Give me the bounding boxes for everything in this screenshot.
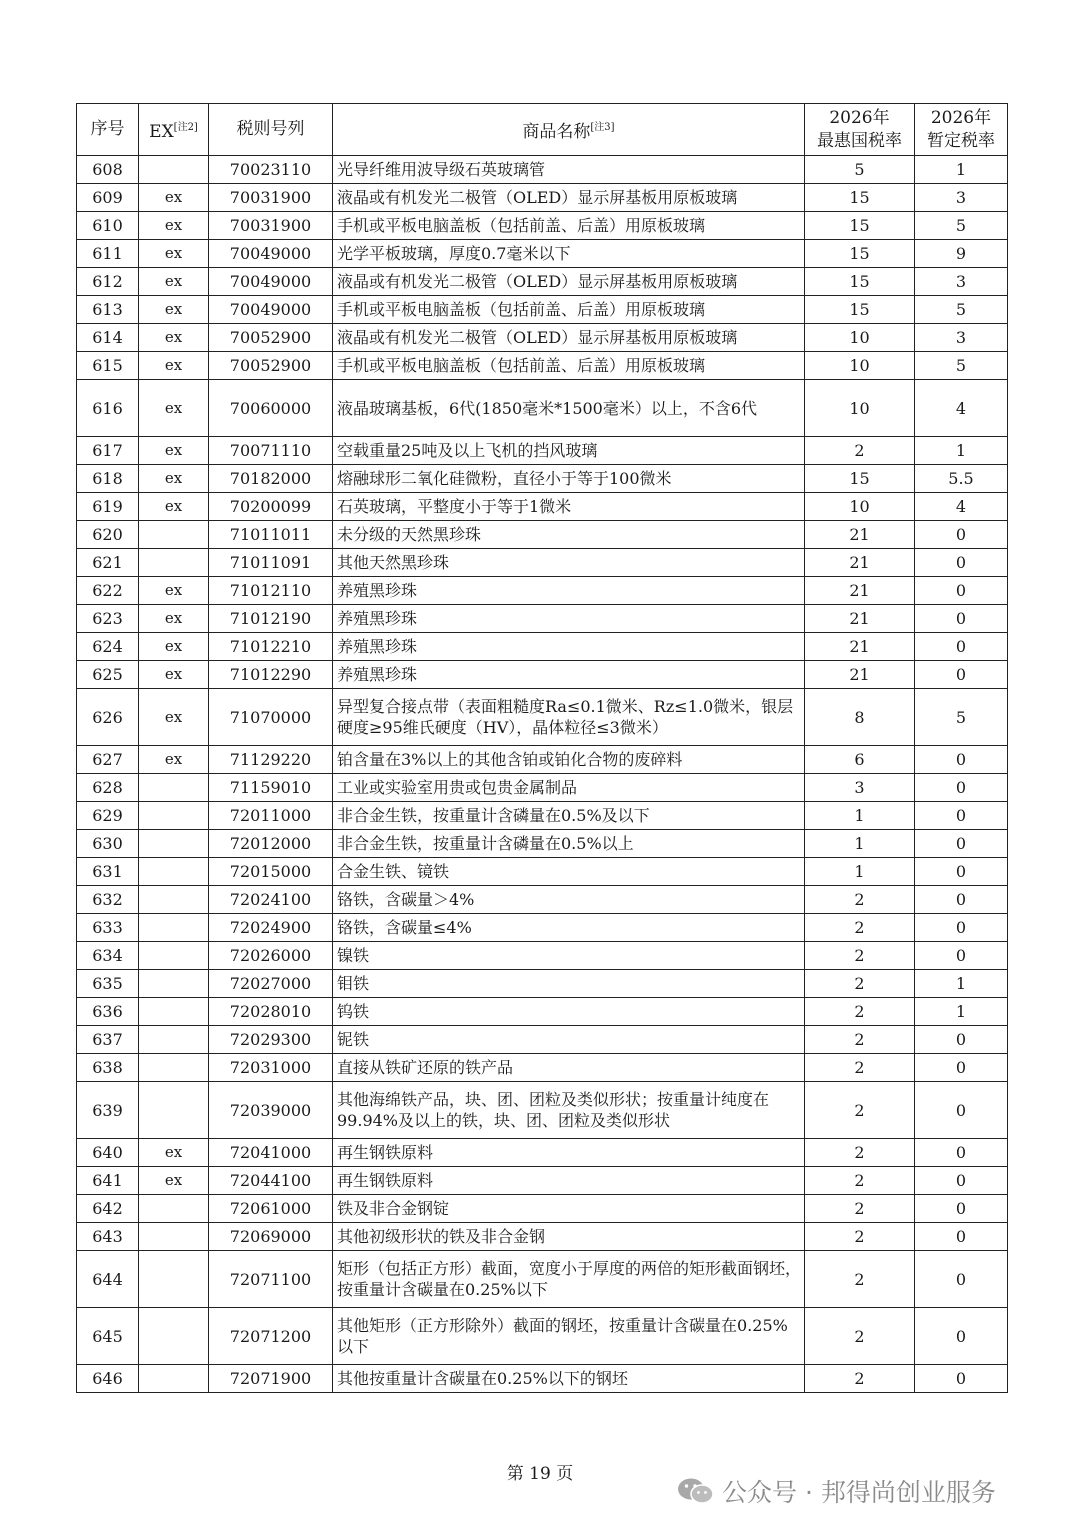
table-row bbox=[77, 352, 1008, 380]
cell-provisional-rate: 1 bbox=[915, 156, 1008, 184]
cell-mfn-rate: 2 bbox=[805, 914, 915, 942]
cell-provisional-rate: 5 bbox=[915, 352, 1008, 380]
cell-provisional-rate: 0 bbox=[915, 1054, 1008, 1082]
table-row bbox=[77, 1026, 1008, 1054]
table-row bbox=[77, 268, 1008, 296]
table-row bbox=[77, 1365, 1008, 1393]
cell-tariff-code: 70031900 bbox=[209, 184, 333, 212]
cell-ex: ex bbox=[139, 465, 209, 493]
header-name: 商品名称[注3] bbox=[333, 104, 805, 156]
header-name-note: [注3] bbox=[590, 121, 615, 133]
cell-seq: 645 bbox=[77, 1308, 139, 1365]
cell-tariff-code: 70031900 bbox=[209, 212, 333, 240]
cell-product-name: 光学平板玻璃，厚度0.7毫米以下 bbox=[333, 240, 805, 268]
cell-mfn-rate: 2 bbox=[805, 1195, 915, 1223]
cell-mfn-rate: 10 bbox=[805, 493, 915, 521]
cell-seq: 630 bbox=[77, 830, 139, 858]
cell-ex bbox=[139, 1365, 209, 1393]
table-row bbox=[77, 1054, 1008, 1082]
cell-mfn-rate: 2 bbox=[805, 970, 915, 998]
cell-tariff-code: 70060000 bbox=[209, 380, 333, 437]
cell-product-name: 其他初级形状的铁及非合金钢 bbox=[333, 1223, 805, 1251]
table-row bbox=[77, 324, 1008, 352]
cell-ex: ex bbox=[139, 380, 209, 437]
cell-mfn-rate: 21 bbox=[805, 633, 915, 661]
table-row bbox=[77, 998, 1008, 1026]
cell-seq: 636 bbox=[77, 998, 139, 1026]
cell-product-name: 未分级的天然黑珍珠 bbox=[333, 521, 805, 549]
cell-seq: 633 bbox=[77, 914, 139, 942]
cell-ex: ex bbox=[139, 184, 209, 212]
cell-provisional-rate: 0 bbox=[915, 605, 1008, 633]
cell-seq: 646 bbox=[77, 1365, 139, 1393]
cell-mfn-rate: 6 bbox=[805, 746, 915, 774]
cell-provisional-rate: 0 bbox=[915, 1026, 1008, 1054]
cell-provisional-rate: 0 bbox=[915, 1251, 1008, 1308]
cell-ex: ex bbox=[139, 212, 209, 240]
cell-ex bbox=[139, 1054, 209, 1082]
cell-product-name: 钼铁 bbox=[333, 970, 805, 998]
cell-seq: 638 bbox=[77, 1054, 139, 1082]
cell-product-name: 铂含量在3%以上的其他含铂或铂化合物的废碎料 bbox=[333, 746, 805, 774]
cell-tariff-code: 70200099 bbox=[209, 493, 333, 521]
cell-provisional-rate: 5 bbox=[915, 212, 1008, 240]
cell-tariff-code: 70052900 bbox=[209, 324, 333, 352]
cell-mfn-rate: 21 bbox=[805, 661, 915, 689]
cell-tariff-code: 72024900 bbox=[209, 914, 333, 942]
cell-mfn-rate: 15 bbox=[805, 212, 915, 240]
cell-provisional-rate: 0 bbox=[915, 1308, 1008, 1365]
cell-ex bbox=[139, 521, 209, 549]
cell-ex bbox=[139, 774, 209, 802]
cell-product-name: 光导纤维用波导级石英玻璃管 bbox=[333, 156, 805, 184]
cell-product-name: 铬铁，含碳量＞4% bbox=[333, 886, 805, 914]
cell-provisional-rate: 0 bbox=[915, 1167, 1008, 1195]
cell-product-name: 熔融球形二氧化硅微粉，直径小于等于100微米 bbox=[333, 465, 805, 493]
cell-seq: 632 bbox=[77, 886, 139, 914]
cell-product-name: 其他海绵铁产品，块、团、团粒及类似形状；按重量计纯度在99.94%及以上的铁，块、团、团粒及类似形状 bbox=[333, 1082, 805, 1139]
cell-mfn-rate: 2 bbox=[805, 1026, 915, 1054]
cell-provisional-rate: 0 bbox=[915, 1082, 1008, 1139]
cell-provisional-rate: 0 bbox=[915, 1139, 1008, 1167]
cell-product-name: 铁及非合金钢锭 bbox=[333, 1195, 805, 1223]
cell-provisional-rate: 5 bbox=[915, 689, 1008, 746]
cell-seq: 626 bbox=[77, 689, 139, 746]
cell-tariff-code: 72039000 bbox=[209, 1082, 333, 1139]
cell-mfn-rate: 10 bbox=[805, 352, 915, 380]
table-row bbox=[77, 746, 1008, 774]
cell-product-name: 工业或实验室用贵或包贵金属制品 bbox=[333, 774, 805, 802]
cell-seq: 644 bbox=[77, 1251, 139, 1308]
cell-product-name: 手机或平板电脑盖板（包括前盖、后盖）用原板玻璃 bbox=[333, 212, 805, 240]
cell-mfn-rate: 2 bbox=[805, 1308, 915, 1365]
cell-tariff-code: 72015000 bbox=[209, 858, 333, 886]
cell-product-name: 养殖黑珍珠 bbox=[333, 577, 805, 605]
cell-provisional-rate: 3 bbox=[915, 324, 1008, 352]
cell-ex: ex bbox=[139, 437, 209, 465]
cell-ex bbox=[139, 1223, 209, 1251]
cell-seq: 610 bbox=[77, 212, 139, 240]
cell-mfn-rate: 5 bbox=[805, 156, 915, 184]
cell-ex: ex bbox=[139, 324, 209, 352]
table-row bbox=[77, 1223, 1008, 1251]
cell-seq: 641 bbox=[77, 1167, 139, 1195]
cell-seq: 619 bbox=[77, 493, 139, 521]
cell-provisional-rate: 0 bbox=[915, 577, 1008, 605]
cell-provisional-rate: 3 bbox=[915, 184, 1008, 212]
cell-tariff-code: 72024100 bbox=[209, 886, 333, 914]
cell-seq: 616 bbox=[77, 380, 139, 437]
cell-provisional-rate: 0 bbox=[915, 633, 1008, 661]
cell-provisional-rate: 1 bbox=[915, 437, 1008, 465]
cell-seq: 611 bbox=[77, 240, 139, 268]
cell-provisional-rate: 4 bbox=[915, 493, 1008, 521]
wechat-icon bbox=[676, 1476, 716, 1506]
table-row bbox=[77, 886, 1008, 914]
cell-product-name: 液晶玻璃基板，6代(1850毫米*1500毫米）以上，不含6代 bbox=[333, 380, 805, 437]
cell-provisional-rate: 1 bbox=[915, 998, 1008, 1026]
cell-mfn-rate: 15 bbox=[805, 184, 915, 212]
cell-provisional-rate: 5 bbox=[915, 296, 1008, 324]
cell-mfn-rate: 2 bbox=[805, 1054, 915, 1082]
cell-ex: ex bbox=[139, 577, 209, 605]
cell-product-name: 再生钢铁原料 bbox=[333, 1167, 805, 1195]
cell-ex bbox=[139, 802, 209, 830]
cell-mfn-rate: 21 bbox=[805, 549, 915, 577]
cell-product-name: 石英玻璃，平整度小于等于1微米 bbox=[333, 493, 805, 521]
cell-provisional-rate: 0 bbox=[915, 521, 1008, 549]
cell-seq: 621 bbox=[77, 549, 139, 577]
cell-tariff-code: 71129220 bbox=[209, 746, 333, 774]
cell-provisional-rate: 9 bbox=[915, 240, 1008, 268]
cell-product-name: 矩形（包括正方形）截面，宽度小于厚度的两倍的矩形截面钢坯，按重量计含碳量在0.25%以下 bbox=[333, 1251, 805, 1308]
cell-ex bbox=[139, 858, 209, 886]
cell-ex: ex bbox=[139, 1139, 209, 1167]
cell-product-name: 铌铁 bbox=[333, 1026, 805, 1054]
cell-seq: 643 bbox=[77, 1223, 139, 1251]
cell-seq: 631 bbox=[77, 858, 139, 886]
cell-provisional-rate: 4 bbox=[915, 380, 1008, 437]
cell-ex: ex bbox=[139, 268, 209, 296]
cell-seq: 608 bbox=[77, 156, 139, 184]
cell-provisional-rate: 0 bbox=[915, 661, 1008, 689]
table-header-row bbox=[77, 104, 1008, 156]
cell-tariff-code: 70071110 bbox=[209, 437, 333, 465]
cell-tariff-code: 70049000 bbox=[209, 268, 333, 296]
table-row bbox=[77, 633, 1008, 661]
cell-seq: 622 bbox=[77, 577, 139, 605]
cell-tariff-code: 70023110 bbox=[209, 156, 333, 184]
cell-mfn-rate: 10 bbox=[805, 380, 915, 437]
cell-mfn-rate: 2 bbox=[805, 1139, 915, 1167]
watermark bbox=[676, 1473, 996, 1509]
cell-tariff-code: 72069000 bbox=[209, 1223, 333, 1251]
table-row bbox=[77, 1195, 1008, 1223]
cell-product-name: 空载重量25吨及以上飞机的挡风玻璃 bbox=[333, 437, 805, 465]
cell-ex bbox=[139, 886, 209, 914]
cell-product-name: 异型复合接点带（表面粗糙度Ra≤0.1微米、Rz≤1.0微米，银层硬度≥95维氏硬度（HV），晶体粒径≤3微米） bbox=[333, 689, 805, 746]
cell-seq: 623 bbox=[77, 605, 139, 633]
cell-ex bbox=[139, 156, 209, 184]
cell-tariff-code: 72071200 bbox=[209, 1308, 333, 1365]
cell-seq: 629 bbox=[77, 802, 139, 830]
cell-ex bbox=[139, 1251, 209, 1308]
cell-ex: ex bbox=[139, 633, 209, 661]
cell-mfn-rate: 2 bbox=[805, 1251, 915, 1308]
cell-tariff-code: 71012290 bbox=[209, 661, 333, 689]
cell-tariff-code: 71012110 bbox=[209, 577, 333, 605]
cell-product-name: 钨铁 bbox=[333, 998, 805, 1026]
cell-tariff-code: 70182000 bbox=[209, 465, 333, 493]
cell-seq: 609 bbox=[77, 184, 139, 212]
cell-ex bbox=[139, 998, 209, 1026]
cell-seq: 642 bbox=[77, 1195, 139, 1223]
cell-mfn-rate: 21 bbox=[805, 605, 915, 633]
table-row bbox=[77, 689, 1008, 746]
cell-product-name: 液晶或有机发光二极管（OLED）显示屏基板用原板玻璃 bbox=[333, 268, 805, 296]
cell-tariff-code: 70049000 bbox=[209, 240, 333, 268]
cell-tariff-code: 72041000 bbox=[209, 1139, 333, 1167]
table-row bbox=[77, 914, 1008, 942]
cell-seq: 618 bbox=[77, 465, 139, 493]
cell-tariff-code: 71012190 bbox=[209, 605, 333, 633]
table-row bbox=[77, 830, 1008, 858]
cell-provisional-rate: 0 bbox=[915, 549, 1008, 577]
table-row bbox=[77, 605, 1008, 633]
cell-product-name: 非合金生铁，按重量计含磷量在0.5%及以下 bbox=[333, 802, 805, 830]
table-row bbox=[77, 661, 1008, 689]
cell-mfn-rate: 10 bbox=[805, 324, 915, 352]
cell-provisional-rate: 0 bbox=[915, 802, 1008, 830]
cell-seq: 617 bbox=[77, 437, 139, 465]
cell-mfn-rate: 1 bbox=[805, 830, 915, 858]
cell-product-name: 再生钢铁原料 bbox=[333, 1139, 805, 1167]
cell-seq: 624 bbox=[77, 633, 139, 661]
page-number: 第 19 页 bbox=[506, 1464, 574, 1484]
cell-seq: 613 bbox=[77, 296, 139, 324]
cell-ex: ex bbox=[139, 296, 209, 324]
cell-provisional-rate: 0 bbox=[915, 746, 1008, 774]
table-row bbox=[77, 521, 1008, 549]
cell-tariff-code: 72029300 bbox=[209, 1026, 333, 1054]
table-row bbox=[77, 240, 1008, 268]
table-body bbox=[77, 156, 1008, 1393]
table-row bbox=[77, 465, 1008, 493]
header-ex: EX[注2] bbox=[139, 104, 209, 156]
cell-ex: ex bbox=[139, 352, 209, 380]
cell-seq: 635 bbox=[77, 970, 139, 998]
table-row bbox=[77, 858, 1008, 886]
cell-ex: ex bbox=[139, 689, 209, 746]
cell-tariff-code: 72028010 bbox=[209, 998, 333, 1026]
cell-ex bbox=[139, 1026, 209, 1054]
table-row bbox=[77, 1139, 1008, 1167]
cell-seq: 614 bbox=[77, 324, 139, 352]
cell-ex: ex bbox=[139, 240, 209, 268]
cell-provisional-rate: 0 bbox=[915, 914, 1008, 942]
cell-tariff-code: 71011091 bbox=[209, 549, 333, 577]
cell-ex bbox=[139, 830, 209, 858]
cell-tariff-code: 72071900 bbox=[209, 1365, 333, 1393]
cell-ex: ex bbox=[139, 661, 209, 689]
cell-mfn-rate: 3 bbox=[805, 774, 915, 802]
cell-product-name: 液晶或有机发光二极管（OLED）显示屏基板用原板玻璃 bbox=[333, 184, 805, 212]
cell-tariff-code: 71011011 bbox=[209, 521, 333, 549]
cell-ex bbox=[139, 942, 209, 970]
cell-mfn-rate: 15 bbox=[805, 240, 915, 268]
cell-tariff-code: 72044100 bbox=[209, 1167, 333, 1195]
cell-product-name: 直接从铁矿还原的铁产品 bbox=[333, 1054, 805, 1082]
cell-tariff-code: 72031000 bbox=[209, 1054, 333, 1082]
cell-provisional-rate: 3 bbox=[915, 268, 1008, 296]
header-ex-note: [注2] bbox=[173, 121, 198, 133]
cell-mfn-rate: 2 bbox=[805, 1082, 915, 1139]
cell-mfn-rate: 2 bbox=[805, 942, 915, 970]
cell-product-name: 合金生铁、镜铁 bbox=[333, 858, 805, 886]
cell-ex bbox=[139, 970, 209, 998]
cell-product-name: 镍铁 bbox=[333, 942, 805, 970]
cell-product-name: 其他矩形（正方形除外）截面的钢坯，按重量计含碳量在0.25%以下 bbox=[333, 1308, 805, 1365]
watermark-text: 公众号 · 邦得尚创业服务 bbox=[722, 1478, 996, 1507]
cell-provisional-rate: 0 bbox=[915, 774, 1008, 802]
cell-mfn-rate: 2 bbox=[805, 1365, 915, 1393]
cell-mfn-rate: 2 bbox=[805, 998, 915, 1026]
cell-provisional-rate: 1 bbox=[915, 970, 1008, 998]
cell-tariff-code: 71070000 bbox=[209, 689, 333, 746]
cell-tariff-code: 70052900 bbox=[209, 352, 333, 380]
table-row bbox=[77, 774, 1008, 802]
cell-product-name: 养殖黑珍珠 bbox=[333, 633, 805, 661]
cell-mfn-rate: 1 bbox=[805, 858, 915, 886]
cell-product-name: 养殖黑珍珠 bbox=[333, 605, 805, 633]
cell-ex bbox=[139, 1082, 209, 1139]
table-row bbox=[77, 212, 1008, 240]
cell-ex: ex bbox=[139, 1167, 209, 1195]
table-row bbox=[77, 493, 1008, 521]
table-row bbox=[77, 1082, 1008, 1139]
cell-tariff-code: 71012210 bbox=[209, 633, 333, 661]
cell-seq: 612 bbox=[77, 268, 139, 296]
cell-mfn-rate: 21 bbox=[805, 521, 915, 549]
cell-tariff-code: 72061000 bbox=[209, 1195, 333, 1223]
cell-product-name: 铬铁，含碳量≤4% bbox=[333, 914, 805, 942]
cell-ex: ex bbox=[139, 605, 209, 633]
table-row bbox=[77, 156, 1008, 184]
table-row bbox=[77, 296, 1008, 324]
cell-seq: 620 bbox=[77, 521, 139, 549]
cell-provisional-rate: 0 bbox=[915, 942, 1008, 970]
cell-ex: ex bbox=[139, 493, 209, 521]
header-seq: 序号 bbox=[77, 104, 139, 156]
cell-mfn-rate: 2 bbox=[805, 437, 915, 465]
table-row bbox=[77, 1251, 1008, 1308]
cell-ex bbox=[139, 1195, 209, 1223]
cell-seq: 627 bbox=[77, 746, 139, 774]
cell-seq: 628 bbox=[77, 774, 139, 802]
cell-product-name: 液晶或有机发光二极管（OLED）显示屏基板用原板玻璃 bbox=[333, 324, 805, 352]
cell-product-name: 手机或平板电脑盖板（包括前盖、后盖）用原板玻璃 bbox=[333, 296, 805, 324]
cell-tariff-code: 72026000 bbox=[209, 942, 333, 970]
cell-seq: 637 bbox=[77, 1026, 139, 1054]
tariff-table bbox=[76, 103, 1008, 1393]
cell-tariff-code: 72012000 bbox=[209, 830, 333, 858]
cell-mfn-rate: 1 bbox=[805, 802, 915, 830]
cell-seq: 625 bbox=[77, 661, 139, 689]
cell-provisional-rate: 0 bbox=[915, 858, 1008, 886]
table-row bbox=[77, 942, 1008, 970]
cell-seq: 634 bbox=[77, 942, 139, 970]
cell-tariff-code: 71159010 bbox=[209, 774, 333, 802]
header-provisional-rate: 2026年 暂定税率 bbox=[915, 104, 1008, 156]
table-row bbox=[77, 380, 1008, 437]
cell-provisional-rate: 0 bbox=[915, 1365, 1008, 1393]
cell-seq: 615 bbox=[77, 352, 139, 380]
header-mfn-rate: 2026年 最惠国税率 bbox=[805, 104, 915, 156]
cell-ex bbox=[139, 1308, 209, 1365]
cell-product-name: 手机或平板电脑盖板（包括前盖、后盖）用原板玻璃 bbox=[333, 352, 805, 380]
cell-mfn-rate: 15 bbox=[805, 465, 915, 493]
cell-mfn-rate: 2 bbox=[805, 1223, 915, 1251]
cell-tariff-code: 72071100 bbox=[209, 1251, 333, 1308]
cell-ex bbox=[139, 914, 209, 942]
header-code: 税则号列 bbox=[209, 104, 333, 156]
table-row bbox=[77, 577, 1008, 605]
cell-provisional-rate: 5.5 bbox=[915, 465, 1008, 493]
cell-mfn-rate: 2 bbox=[805, 886, 915, 914]
cell-product-name: 其他天然黑珍珠 bbox=[333, 549, 805, 577]
table-row bbox=[77, 549, 1008, 577]
table-row bbox=[77, 970, 1008, 998]
cell-ex: ex bbox=[139, 746, 209, 774]
table-row bbox=[77, 437, 1008, 465]
cell-product-name: 非合金生铁，按重量计含磷量在0.5%以上 bbox=[333, 830, 805, 858]
cell-ex bbox=[139, 549, 209, 577]
table-row bbox=[77, 1308, 1008, 1365]
cell-provisional-rate: 0 bbox=[915, 886, 1008, 914]
cell-seq: 640 bbox=[77, 1139, 139, 1167]
cell-provisional-rate: 0 bbox=[915, 830, 1008, 858]
cell-provisional-rate: 0 bbox=[915, 1223, 1008, 1251]
cell-seq: 639 bbox=[77, 1082, 139, 1139]
cell-mfn-rate: 2 bbox=[805, 1167, 915, 1195]
cell-tariff-code: 72027000 bbox=[209, 970, 333, 998]
table-row bbox=[77, 1167, 1008, 1195]
table-row bbox=[77, 184, 1008, 212]
cell-mfn-rate: 15 bbox=[805, 296, 915, 324]
cell-product-name: 养殖黑珍珠 bbox=[333, 661, 805, 689]
cell-tariff-code: 70049000 bbox=[209, 296, 333, 324]
cell-mfn-rate: 21 bbox=[805, 577, 915, 605]
cell-tariff-code: 72011000 bbox=[209, 802, 333, 830]
cell-provisional-rate: 0 bbox=[915, 1195, 1008, 1223]
cell-mfn-rate: 15 bbox=[805, 268, 915, 296]
cell-product-name: 其他按重量计含碳量在0.25%以下的钢坯 bbox=[333, 1365, 805, 1393]
table-row bbox=[77, 802, 1008, 830]
cell-mfn-rate: 8 bbox=[805, 689, 915, 746]
